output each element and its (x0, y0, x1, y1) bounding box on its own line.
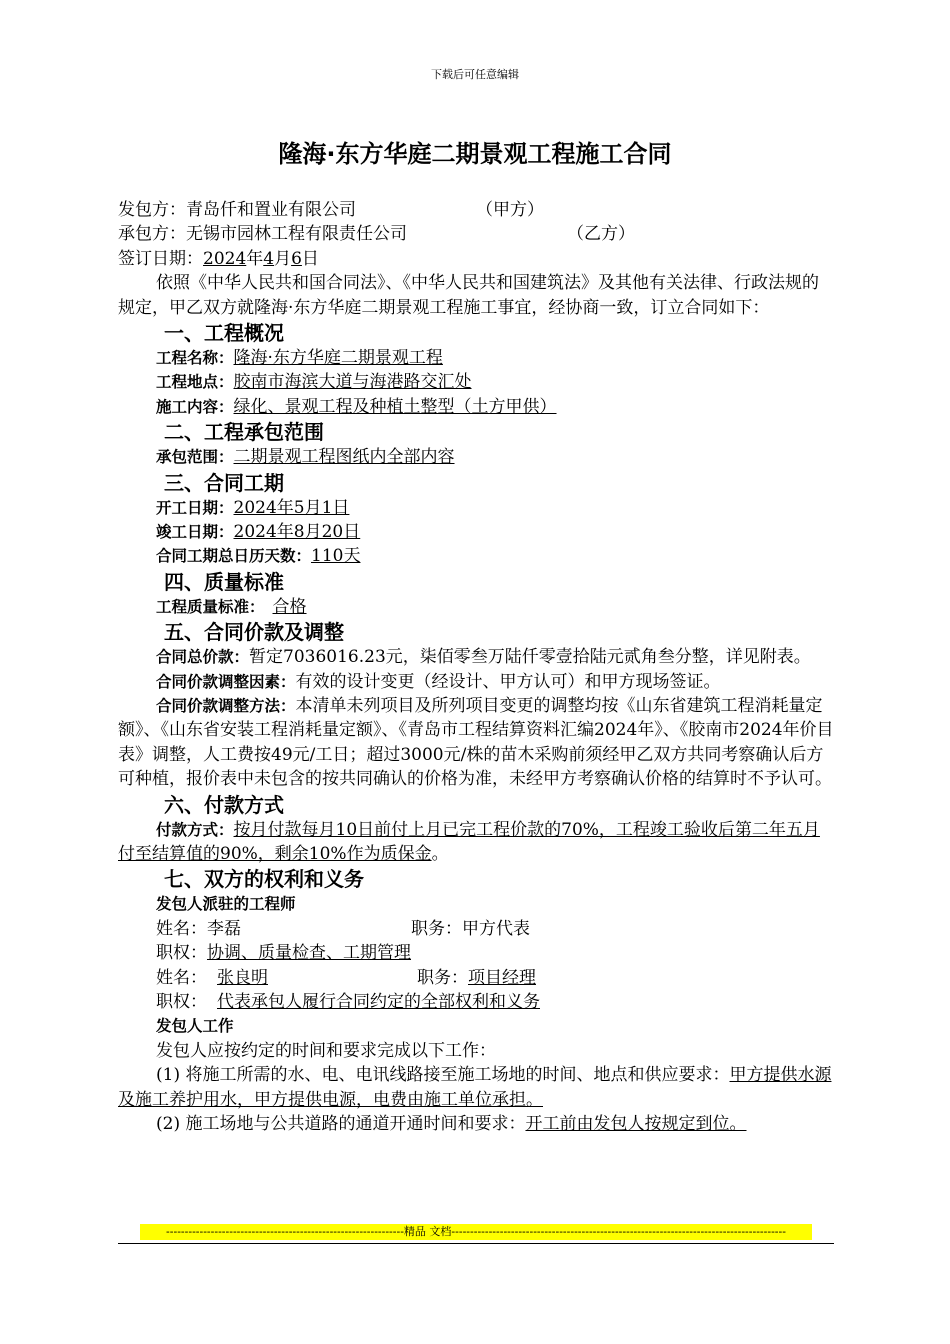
engineer-2-name: 张良明 (217, 967, 268, 988)
quality-line (118, 595, 834, 619)
engineer-1-name: 李磊 (207, 918, 241, 939)
end-date-line (118, 520, 834, 544)
section-4-heading: 四、质量标准 (164, 569, 284, 594)
contractor-label: 承包方： (118, 224, 186, 245)
engineer-1-authority-line (118, 941, 834, 965)
project-site-value: 胶南市海滨大道与海港路交汇处 (233, 372, 472, 393)
price-method-paragraph (118, 694, 834, 792)
payment-value: 按月付款每月10日前付上月已完工程价款的70%，工程竣工验收后第二年五月付至结算值的90%，剩余10%作为质保金 (118, 819, 820, 864)
header-note: 下载后可任意编辑 (431, 68, 519, 81)
employer-name: 青岛仟和置业有限公司 (186, 200, 356, 220)
price-factor-label: 合同价款调整因素： (156, 672, 296, 691)
scope-value: 二期景观工程图纸内全部内容 (233, 447, 455, 468)
quality-value: 合格 (272, 596, 307, 617)
section-2-heading: 二、工程承包范围 (164, 420, 324, 445)
engineer-1-authority: 协调、质量检查、工期管理 (207, 943, 411, 964)
start-date-line (118, 496, 834, 520)
engineer-2-line (118, 966, 834, 990)
scope-label: 承包范围： (156, 448, 234, 467)
project-site-label: 工程地点： (156, 373, 234, 392)
scope-line (118, 445, 834, 469)
date-year: 2024 (203, 248, 247, 269)
total-days-line (118, 544, 834, 568)
project-name-label: 工程名称： (156, 348, 234, 367)
start-date-label: 开工日期： (156, 498, 234, 517)
contractor-line (118, 222, 834, 246)
work-item-2-text: (2) 施工场地与公共道路的通道开通时间和要求： (156, 1113, 526, 1134)
start-date-value: 2024年5月1日 (233, 497, 350, 518)
work-item-1-text: (1) 将施工所需的水、电、电讯线路接至施工场地的时间、地点和供应要求： (156, 1065, 730, 1086)
work-item-2 (118, 1112, 834, 1136)
construction-content-line (118, 395, 834, 419)
payment-end: 。 (431, 843, 449, 864)
price-method-label: 合同价款调整方法： (156, 696, 296, 715)
section-1-heading: 一、工程概况 (164, 320, 284, 345)
project-name-value: 隆海·东方华庭二期景观工程 (233, 347, 443, 368)
engineer-1-name-label: 姓名： (156, 918, 207, 939)
footer-band-text: 精品 文档 (403, 1225, 452, 1238)
engineer-1-title-label: 职务： (411, 918, 462, 939)
engineer-2-name-label: 姓名： (156, 967, 207, 988)
total-price-paragraph (118, 645, 834, 669)
date-label: 签订日期： (118, 248, 203, 269)
section-6-heading: 六、付款方式 (164, 792, 284, 817)
project-name-line (118, 346, 834, 370)
engineer-2-authority-line (118, 990, 834, 1014)
price-factor-value: 有效的设计变更（经设计、甲方认可）和甲方现场签证。 (295, 671, 721, 692)
payment-label: 付款方式： (156, 820, 234, 839)
construction-content-label: 施工内容： (156, 397, 234, 416)
contractor-name: 无锡市园林工程有限责任公司 (186, 224, 407, 245)
total-days-label: 合同工期总日历天数： (156, 547, 312, 566)
project-site-line (118, 370, 834, 394)
section-7-heading: 七、双方的权利和义务 (164, 867, 364, 892)
end-date-label: 竣工日期： (156, 522, 234, 541)
total-price-label: 合同总价款： (156, 648, 250, 667)
engineer-1-line (118, 917, 834, 941)
employer-line (118, 198, 834, 222)
employer-role: （甲方） (476, 200, 544, 220)
section-3-heading: 三、合同工期 (164, 470, 284, 495)
section-5-heading: 五、合同价款及调整 (164, 620, 344, 645)
date-month: 4 (263, 248, 275, 269)
date-month-unit: 月 (274, 248, 292, 269)
construction-content-value: 绿化、景观工程及种植土整型（土方甲供） (233, 396, 557, 417)
quality-label: 工程质量标准： (156, 597, 265, 616)
engineer-2-authority-label: 职权： (156, 991, 207, 1012)
employer-label: 发包方： (118, 200, 186, 220)
work-item-2-value: 开工前由发包人按规定到位。 (525, 1113, 747, 1134)
engineer-2-authority: 代表承包人履行合同约定的全部权利和义务 (217, 991, 540, 1012)
end-date-value: 2024年8月20日 (233, 521, 361, 542)
engineer-1-title: 甲方代表 (462, 918, 530, 939)
price-method-value: 本清单未列项目及所列项目变更的调整均按《山东省建筑工程消耗量定额》、《山东省安装工程消耗量定额》、《青岛市工程结算资料汇编2024年》、《胶南市2024年价目表》调整，人工费按49元/工日；超过3000元/株的苗木采购前须经甲乙双方共同考察确认后方可种植，报价表中未包含的按共同确认的价格为准，未经甲方考察确认价格的结算时不予认可。 (118, 695, 834, 790)
date-day: 6 (291, 248, 302, 269)
engineer-2-title-label: 职务： (417, 967, 468, 988)
sign-date-line (118, 247, 834, 271)
document-body (118, 198, 834, 1136)
price-factor-paragraph (118, 670, 834, 694)
payment-paragraph (118, 818, 834, 867)
page-footer (118, 1224, 834, 1244)
engineer-2-title: 项目经理 (468, 967, 536, 988)
total-days-value: 110天 (311, 546, 361, 567)
preamble-paragraph: 依照《中华人民共和国合同法》、《中华人民共和国建筑法》及其他有关法律、行政法规的规定，甲乙双方就隆海·东方华庭二期景观工程施工事宜，经协商一致，订立合同如下： (118, 273, 819, 318)
employer-work-intro: 发包人应按约定的时间和要求完成以下工作： (156, 1040, 496, 1061)
contractor-role: （乙方） (567, 224, 635, 245)
date-day-unit: 日 (301, 248, 319, 269)
date-year-unit: 年 (246, 248, 264, 269)
total-price-value: 暂定7036016.23元，柒佰零叁万陆仟零壹拾陆元贰角叁分整，详见附表。 (249, 647, 811, 668)
document-title: 隆海·东方华庭二期景观工程施工合同 (278, 140, 672, 168)
footer-rule (118, 1243, 834, 1244)
work-item-1 (118, 1063, 834, 1112)
engineer-heading: 发包人派驻的工程师 (156, 895, 296, 914)
work-item-1-value: 甲方提供水源及施工养护用水，甲方提供电源，电费由施工单位承担。 (118, 1065, 832, 1110)
engineer-1-authority-label: 职权： (156, 943, 207, 964)
employer-work-heading: 发包人工作 (156, 1017, 234, 1036)
footer-band: ----------------------------------------------------------------精品 文档------------------------------------------------------------------------------------------ (140, 1224, 812, 1240)
